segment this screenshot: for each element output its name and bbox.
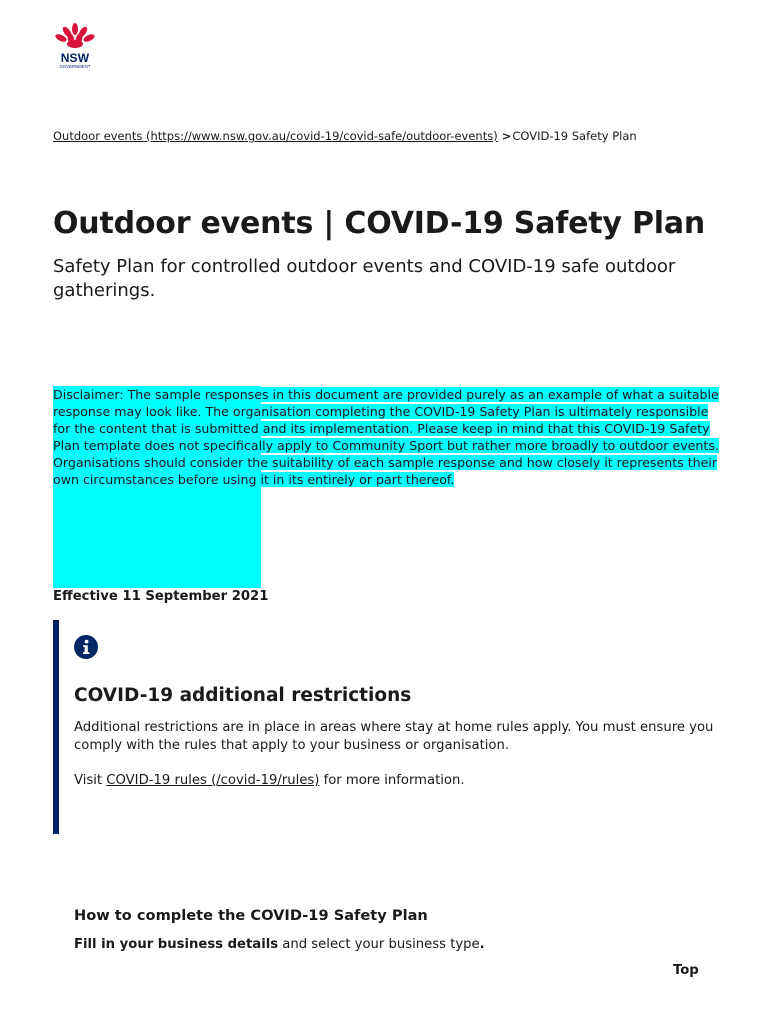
breadcrumb-current: COVID-19 Safety Plan bbox=[512, 129, 637, 143]
page-subtitle: Safety Plan for controlled outdoor events and COVID-19 safe outdoor gatherings. bbox=[53, 256, 676, 301]
info-icon bbox=[74, 635, 98, 659]
back-to-top-link[interactable]: Top bbox=[673, 963, 699, 978]
howto-period: . bbox=[479, 937, 485, 952]
disclaimer-text: Disclaimer: The sample responses in this document are provided purely as an example of what a suitable response may look like. The organisation completing the COVID-19 Safety Plan is ultimately responsible for the content that is submitted and its implementation. Please keep in mind that this COVID-19 Safety Plan template does not specifically apply to Community Sport but rather more broadly to outdoor events. Organisations should consider the suitability of each sample response and how closely it represents their own circumstances before using it in its entirely or part thereof. bbox=[53, 387, 719, 487]
howto-bold-part: Fill in your business details bbox=[74, 937, 279, 952]
page-title: Outdoor events | COVID-19 Safety Plan bbox=[53, 206, 706, 241]
nsw-government-logo[interactable] bbox=[52, 22, 100, 70]
waratah-icon bbox=[52, 22, 98, 52]
visit-suffix: for more information. bbox=[319, 773, 465, 788]
effective-date: Effective 11 September 2021 bbox=[53, 589, 269, 604]
visit-prefix: Visit bbox=[74, 773, 107, 788]
breadcrumb-link-label: Outdoor events bbox=[53, 129, 143, 143]
logo-subtitle: GOVERNMENT bbox=[59, 64, 91, 69]
callout-text: Additional restrictions are in place in areas where stay at home rules apply. You must ensure you comply with the rules that apply to your business or organisation. bbox=[74, 720, 714, 753]
breadcrumb-link-url: (https://www.nsw.gov.au/covid-19/covid-safe/outdoor-events) bbox=[146, 129, 498, 143]
logo-name: NSW bbox=[60, 51, 90, 65]
breadcrumb bbox=[53, 128, 637, 144]
breadcrumb-link-outdoor-events[interactable] bbox=[53, 129, 498, 143]
disclaimer bbox=[53, 386, 723, 488]
callout-accent-bar bbox=[53, 620, 59, 834]
callout-visit-line bbox=[74, 772, 465, 790]
howto-text bbox=[74, 936, 485, 954]
howto-title: How to complete the COVID-19 Safety Plan bbox=[74, 907, 428, 924]
howto-rest: and select your business type bbox=[278, 937, 480, 952]
covid-rules-link[interactable]: COVID-19 rules (/covid-19/rules) bbox=[106, 773, 320, 788]
breadcrumb-separator: > bbox=[501, 129, 512, 143]
callout-title: COVID-19 additional restrictions bbox=[74, 685, 412, 706]
